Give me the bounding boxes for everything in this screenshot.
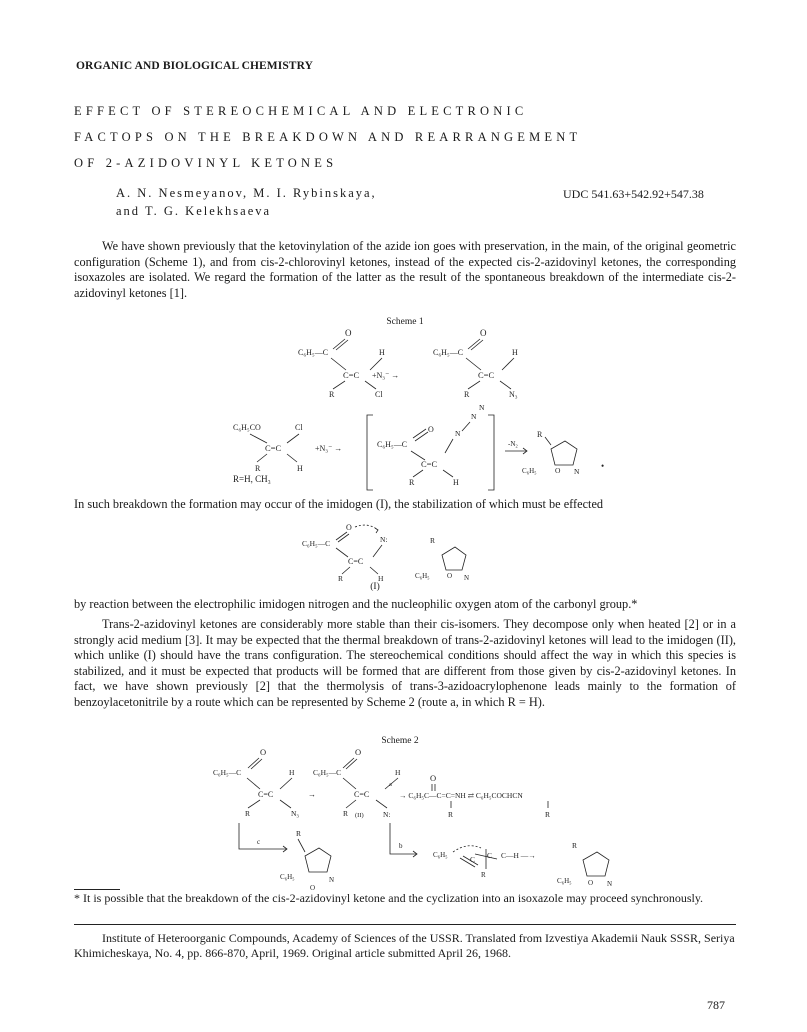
svg-text:C=C: C=C [348, 557, 364, 566]
section-heading: ORGANIC AND BIOLOGICAL CHEMISTRY [76, 60, 313, 72]
svg-text:Cl: Cl [295, 423, 303, 432]
svg-text:→ C₆H₅C—C=C=NH ⇄ C₆H₅COCHCN: → C₆H₅C—C=C=NH ⇄ C₆H₅COCHCN [399, 791, 523, 800]
svg-text:N: N [574, 467, 580, 476]
svg-text:C₆H₅—C: C₆H₅—C [377, 440, 408, 449]
svg-text:N: N [455, 429, 461, 438]
svg-text:+N₃⁻ →: +N₃⁻ → [372, 371, 400, 380]
svg-text:O: O [310, 884, 316, 892]
footnote-rule [74, 889, 120, 890]
svg-text:R: R [255, 464, 261, 473]
svg-text:C₆H₅: C₆H₅ [280, 873, 295, 881]
scheme-1-r-note: R=H, CH₃ [233, 474, 271, 484]
imidogen-i-diagram [300, 520, 490, 592]
svg-text:C=C: C=C [478, 370, 495, 380]
svg-text:C₆H₅—C: C₆H₅—C [433, 348, 464, 357]
svg-text:R: R [430, 536, 436, 545]
svg-text:R: R [545, 810, 551, 819]
svg-text:(II): (II) [355, 812, 364, 819]
paragraph-intro: We have shown previously that the ketovinylation of the azide ion goes with preservation, in the main, of the original geometric configuration (Scheme 1), and from cis-2-chlorovinyl ketones, instead of the expected cis-2-azidovinyl ketones, the corresponding isoxazoles are isolated. We regard the formation of the latter as the result of the spontaneous breakdown of the intermediate cis-2-azidovinyl ketones [1]. [74, 239, 736, 300]
svg-text:O: O [428, 425, 434, 434]
svg-text:a: a [389, 781, 392, 788]
svg-text:R: R [245, 809, 251, 818]
page-number: 787 [707, 998, 725, 1012]
svg-text:R: R [481, 871, 486, 879]
svg-text:N: N [329, 876, 335, 884]
svg-text:O: O [345, 328, 352, 338]
svg-text:C₆H₅: C₆H₅ [433, 851, 448, 859]
article-title-line-3: OF 2-AZIDOVINYL KETONES [74, 156, 338, 170]
paragraph-reaction: by reaction between the electrophilic imidogen nitrogen and the nucleophilic oxygen atom of the carbonyl group.* [74, 597, 638, 611]
paragraph-imidogen: In such breakdown the formation may occur of the imidogen (I), the stabilization of which must be effected [74, 497, 604, 511]
svg-text:H: H [378, 574, 384, 583]
svg-text:C₆H₅—C: C₆H₅—C [313, 768, 342, 777]
svg-text:-N₂: -N₂ [508, 440, 518, 448]
svg-text:O: O [447, 572, 453, 580]
svg-text:R: R [464, 390, 470, 399]
svg-text:→: → [308, 790, 316, 799]
article-title-line-1: EFFECT OF STEREOCHEMICAL AND ELECTRONIC [74, 104, 528, 118]
svg-text:R: R [329, 390, 335, 399]
svg-text:+N₃⁻ →: +N₃⁻ → [315, 444, 343, 453]
svg-text:b: b [399, 842, 403, 850]
svg-text:N:: N: [380, 535, 388, 544]
footnote: * It is possible that the breakdown of the cis-2-azidovinyl ketone and the cyclization into an isoxazole may proceed synchronously. [74, 891, 704, 905]
svg-text:H: H [512, 348, 518, 357]
svg-text:N₃: N₃ [291, 809, 300, 818]
scheme-1-diagram [225, 325, 625, 495]
svg-text:N: N [471, 412, 477, 421]
svg-text:H: H [395, 768, 401, 777]
authors-line-1: A. N. Nesmeyanov, M. I. Rybinskaya, [116, 186, 377, 200]
svg-text:C₆H₅—C: C₆H₅—C [302, 539, 331, 548]
svg-text:C=C: C=C [421, 459, 438, 469]
svg-text:R: R [448, 810, 454, 819]
svg-text:O: O [346, 523, 352, 532]
svg-text:C₆H₅—C: C₆H₅—C [213, 768, 242, 777]
svg-text:•: • [601, 461, 605, 471]
svg-text:O: O [260, 747, 267, 757]
svg-text:H: H [379, 348, 385, 357]
svg-text:C: C [470, 855, 476, 864]
svg-text:H: H [297, 464, 303, 473]
svg-text:O: O [588, 879, 594, 887]
source-note: Institute of Heteroorganic Compounds, Academy of Sciences of the USSR. Translated from Izvestiya Akademii Nauk SSSR, Seriya Khimicheskaya, No. 4, pp. 866-870, April, 1969. Original article submitted April 26, 1968. [74, 931, 735, 960]
svg-text:H: H [289, 768, 295, 777]
svg-text:O: O [430, 773, 437, 783]
svg-text:c: c [257, 838, 261, 846]
source-note-rule [74, 924, 736, 925]
svg-text:R: R [296, 829, 302, 838]
svg-text:N:: N: [383, 810, 391, 819]
imidogen-i-label: (I) [370, 582, 380, 592]
article-title-line-2: FACTOPS ON THE BREAKDOWN AND REARRANGEMENT [74, 130, 582, 144]
svg-text:C₆H₅—C: C₆H₅—C [298, 348, 329, 357]
svg-text:O: O [355, 747, 362, 757]
svg-text:O: O [555, 466, 561, 475]
svg-text:R: R [409, 478, 415, 487]
svg-text:R: R [572, 841, 578, 850]
svg-text:H: H [453, 478, 459, 487]
svg-text:N₃: N₃ [509, 390, 518, 399]
svg-text:O: O [480, 328, 487, 338]
scheme-2-diagram [205, 744, 645, 892]
svg-text:N: N [479, 403, 485, 412]
svg-text:C—H —→: C—H —→ [501, 851, 536, 860]
scheme-1-label: Scheme 1 [386, 317, 424, 327]
authors-line-2: and T. G. Kelekhsaeva [116, 204, 272, 218]
svg-text:R: R [338, 574, 344, 583]
svg-text:Cl: Cl [375, 390, 383, 399]
svg-text:R: R [537, 430, 543, 439]
svg-text:C=C: C=C [258, 790, 274, 799]
scheme-2-label: Scheme 2 [381, 736, 419, 746]
svg-text:N: N [607, 880, 613, 888]
svg-text:C₆H₅: C₆H₅ [415, 572, 430, 580]
svg-text:C=C: C=C [265, 443, 282, 453]
svg-text:R: R [343, 809, 349, 818]
svg-text:C₆H₅: C₆H₅ [522, 467, 537, 475]
svg-text:C=C: C=C [354, 790, 370, 799]
paragraph-trans: Trans-2-azidovinyl ketones are considerably more stable than their cis-isomers. They decompose only when heated [2] or in a strongly acid medium [3]. It may be expected that the thermal breakdown of trans-2-azidovinyl ketones will lead to the imidogen (II), which unlike (I) should have the trans configuration. The stereochemical conditions should affect the way in which this species is stabilized, and it must be expected that products will be formed that are different from those given by cis-2-azidovinyl ketones. In fact, we have shown previously [2] that the thermolysis of trans-3-azidoacrylophenone leads mainly to the formation of benzoylacetonitrile by a route which can be represented by Scheme 2 (route a, in which R = H). [74, 617, 736, 709]
svg-text:N: N [464, 574, 470, 582]
svg-text:C: C [487, 851, 493, 860]
svg-text:C₆H₅: C₆H₅ [557, 877, 572, 885]
svg-text:C₆H₅CO: C₆H₅CO [233, 423, 261, 432]
svg-text:C=C: C=C [343, 370, 360, 380]
udc-code: UDC 541.63+542.92+547.38 [563, 187, 704, 201]
